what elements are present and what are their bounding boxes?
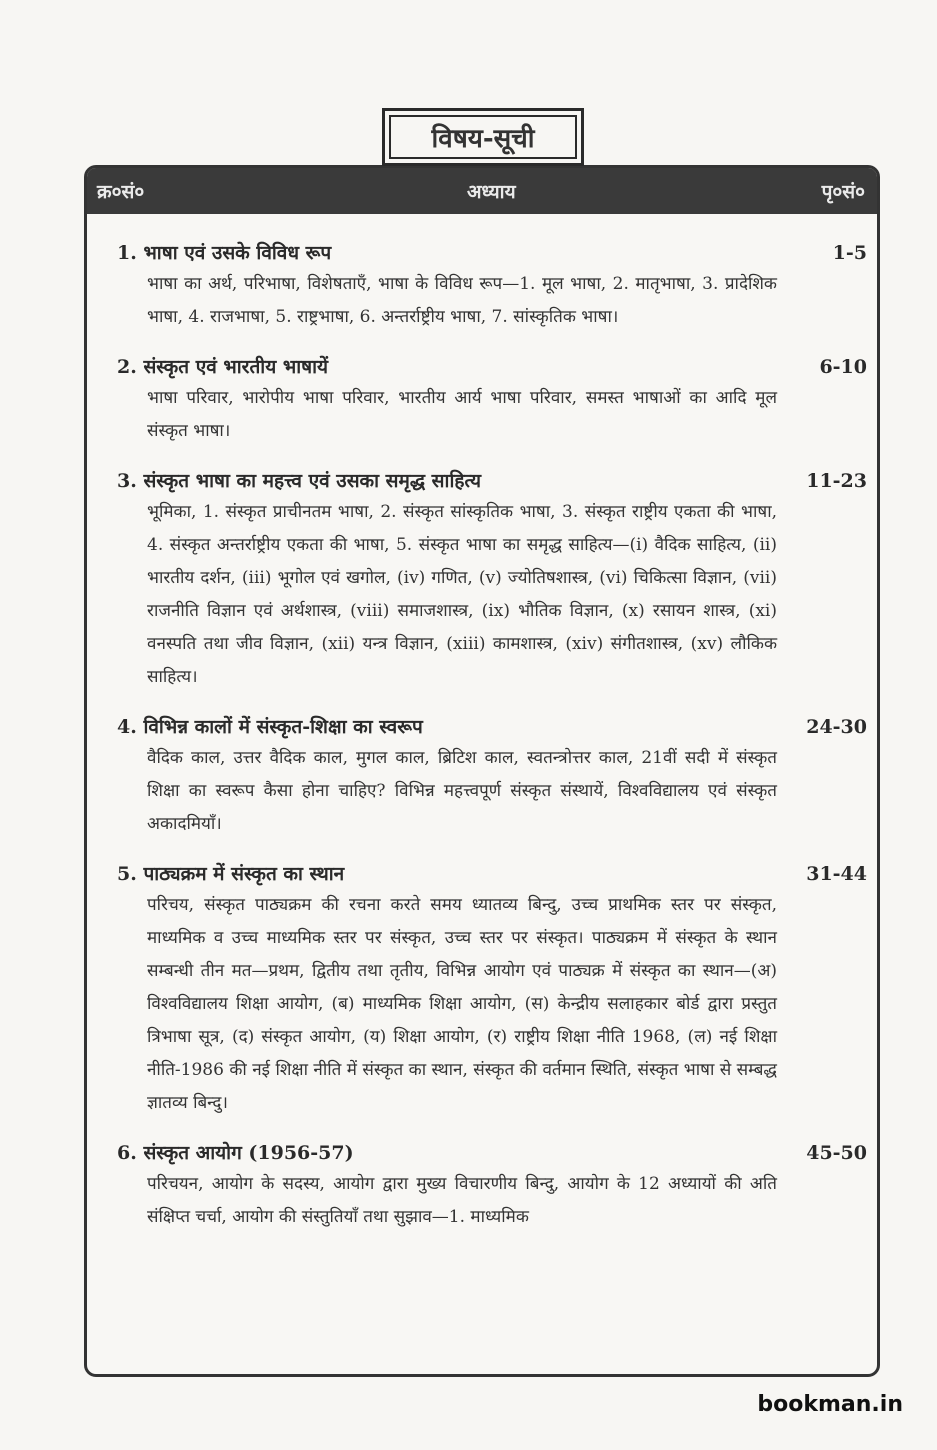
list-item (117, 859, 867, 1120)
list-item (117, 712, 867, 841)
header-page-number: पृ०सं० (821, 181, 865, 203)
chapter-pages: 1-5 (832, 242, 867, 264)
contents-frame (84, 165, 880, 1377)
chapter-pages: 6-10 (819, 356, 867, 378)
chapter-description: परिचयन, आयोग के सदस्य, आयोग द्वारा मुख्य विचारणीय बिन्दु, आयोग के 12 अध्यायों की अति संक्षिप्त चर्चा, आयोग की संस्तुतियाँ तथा सुझाव—1. माध्यमिक (147, 1174, 777, 1227)
header-chapter: अध्याय (467, 181, 516, 203)
page-title: विषय-सूची (389, 115, 577, 159)
chapter-title: 6. संस्कृत आयोग (1956-57) (117, 1142, 354, 1164)
list-item (117, 1138, 867, 1234)
chapter-description: वैदिक काल, उत्तर वैदिक काल, मुगल काल, ब्रिटिश काल, स्वतन्त्रोत्तर काल, 21वीं सदी में संस्कृत शिक्षा का स्वरूप कैसा होना चाहिए? विभिन्न महत्त्वपूर्ण संस्कृत संस्थायें, विश्वविद्यालय एवं संस्कृत अकादमियाँ। (147, 748, 777, 834)
chapter-pages: 31-44 (806, 863, 867, 885)
title-box (382, 108, 584, 166)
header-serial-number: क्र०सं० (97, 181, 145, 203)
list-item (117, 466, 867, 694)
chapter-description: परिचय, संस्कृत पाठ्यक्रम की रचना करते समय ध्यातव्य बिन्दु, उच्च प्राथमिक स्तर पर संस्कृत, माध्यमिक व उच्च माध्यमिक स्तर पर संस्कृत, उच्च स्तर पर संस्कृत। पाठ्यक्रम में संस्कृत के स्थान सम्बन्धी तीन मत—प्रथम, द्वितीय तथा तृतीय, विभिन्न आयोग एवं पाठ्यक्र में संस्कृत का स्थान—(अ) विश्वविद्यालय शिक्षा आयोग, (ब) माध्यमिक शिक्षा आयोग, (स) केन्द्रीय सलाहकार बोर्ड द्वारा प्रस्तुत त्रिभाषा सूत्र, (द) संस्कृत आयोग, (य) शिक्षा आयोग, (र) राष्ट्रीय शिक्षा नीति 1968, (ल) नई शिक्षा नीति-1986 की नई शिक्षा नीति में संस्कृत का स्थान, संस्कृत की वर्तमान स्थिति, संस्कृत भाषा से सम्बद्ध ज्ञातव्य बिन्दु। (147, 895, 777, 1113)
list-item (117, 238, 867, 334)
watermark: bookman.in (757, 1392, 903, 1417)
chapter-pages: 11-23 (806, 470, 867, 492)
table-header (87, 168, 877, 214)
chapter-title: 2. संस्कृत एवं भारतीय भाषायें (117, 356, 329, 378)
chapter-title: 4. विभिन्न कालों में संस्कृत-शिक्षा का स्वरूप (117, 716, 423, 738)
chapter-description: भाषा का अर्थ, परिभाषा, विशेषताएँ, भाषा के विविध रूप—1. मूल भाषा, 2. मातृभाषा, 3. प्रादेशिक भाषा, 4. राजभाषा, 5. राष्ट्रभाषा, 6. अन्तर्राष्ट्रीय भाषा, 7. सांस्कृतिक भाषा। (147, 274, 777, 327)
chapter-pages: 45-50 (806, 1142, 867, 1164)
chapter-description: भूमिका, 1. संस्कृत प्राचीनतम भाषा, 2. संस्कृत सांस्कृतिक भाषा, 3. संस्कृत राष्ट्रीय एकता की भाषा, 4. संस्कृत अन्तर्राष्ट्रीय एकता की भाषा, 5. संस्कृत भाषा का समृद्ध साहित्य—(i) वैदिक साहित्य, (ii) भारतीय दर्शन, (iii) भूगोल एवं खगोल, (iv) गणित, (v) ज्योतिषशास्त्र, (vi) चिकित्सा विज्ञान, (vii) राजनीति विज्ञान एवं अर्थशास्त्र, (viii) समाजशास्त्र, (ix) भौतिक विज्ञान, (x) रसायन शास्त्र, (xi) वनस्पति तथा जीव विज्ञान, (xii) यन्त्र विज्ञान, (xiii) कामशास्त्र, (xiv) संगीतशास्त्र, (xv) लौकिक साहित्य। (147, 502, 777, 687)
chapter-pages: 24-30 (806, 716, 867, 738)
contents-list (117, 238, 867, 1252)
chapter-description: भाषा परिवार, भारोपीय भाषा परिवार, भारतीय आर्य भाषा परिवार, समस्त भाषाओं का आदि मूल संस्कृत भाषा। (147, 388, 777, 441)
list-item (117, 352, 867, 448)
chapter-title: 3. संस्कृत भाषा का महत्त्व एवं उसका समृद्ध साहित्य (117, 470, 481, 492)
chapter-title: 1. भाषा एवं उसके विविध रूप (117, 242, 332, 264)
chapter-title: 5. पाठ्यक्रम में संस्कृत का स्थान (117, 863, 345, 885)
